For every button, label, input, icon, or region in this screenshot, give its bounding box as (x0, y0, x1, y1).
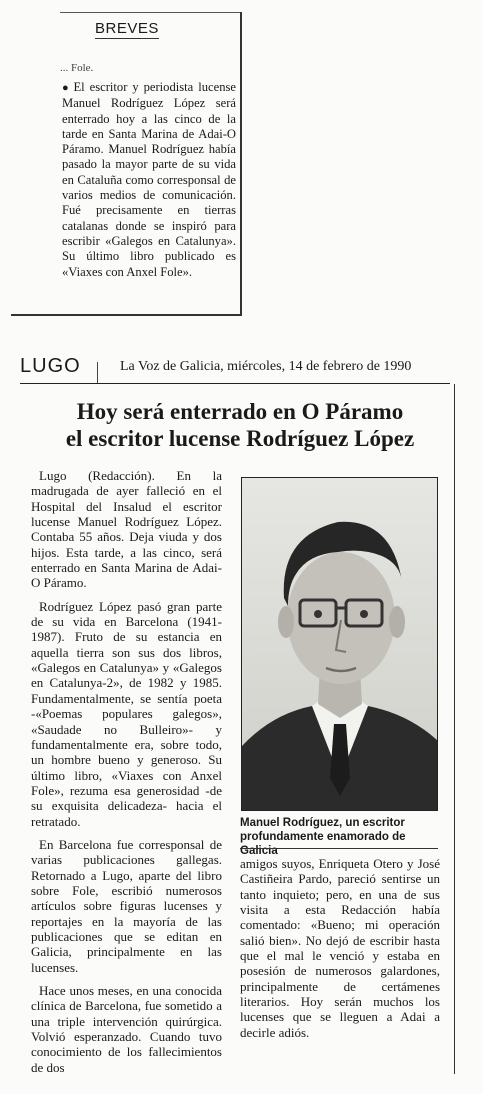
article-paragraph: amigos suyos, Enriqueta Otero y José Castiñeira Pardo, pareció sentirse un tanto inquieto; pero, en una de sus visita a esta Redacción había comentado: «Bueno; mi operación salió bien». No dejó de escribir hasta que el mal le venció y estaba en posesión de numerosos galardones, principalmente de certámenes literarios. Hoy serán muchos los lucenses que se lleguen a Adai a decirle adiós. (240, 856, 440, 1040)
headline-line-1: Hoy será enterrado en O Páramo (76, 399, 404, 424)
breves-section-label: BREVES (95, 20, 159, 37)
header-divider (97, 362, 98, 384)
portrait-illustration (242, 478, 437, 810)
headline-line-2: el escritor lucense Rodríguez López (65, 426, 415, 451)
article-paragraph: Lugo (Redacción). En la madrugada de ayer falleció en el Hospital del Insalud el escritor lucense Manuel Rodríguez López. Contaba 55 años. Deja viuda y dos hijos. Esta tarde, a las cinco, será enterrado en Santa Marina de Adai-O Páramo. (31, 468, 222, 591)
section-label: LUGO (20, 355, 81, 377)
caption-rule (240, 848, 438, 849)
article-paragraph: Rodríguez López pasó gran parte de su vida en Barcelona (1941-1987). Fruto de su estancia en aquella tierra son sus dos libros, «Galegos en Catalunya» y «Galegos en Catalunya-2», de 1982 y 1985. Fundamentalmente, se sentía poeta -«Poemas populares galegos», «Saudade no Bulleiro»- y fundamentalmente era, sobre todo, un hombre bueno y generoso. Su último libro, «Viaxes con Anxel Fole», rezuma esa generosidad -de su exquisita delicadeza- hacia el retratado. (31, 598, 222, 829)
bullet-icon: ● (62, 82, 71, 94)
breves-item (62, 80, 236, 280)
clipping-right-border (454, 384, 455, 1074)
header-rule (20, 383, 450, 384)
dateline: La Voz de Galicia, miércoles, 14 de febrero de 1990 (120, 359, 412, 374)
article-paragraph: Hace unos meses, en una conocida clínica de Barcelona, fue sometido a una triple intervención quirúrgica. Volvió esperanzado. Cuando tuvo conocimiento de los fallecimientos de dos (31, 983, 222, 1075)
article-right-column (240, 856, 440, 1048)
article-paragraph: En Barcelona fue corresponsal de varias publicaciones gallegas. Retornado a Lugo, aparte del libro sobre Fole, escribió numerosos artículos sobre figuras lucenses y reportajes en la mayoría de las publicaciones que se editan en Galicia, principalmente en las lucenses. (31, 836, 222, 975)
photo-caption: Manuel Rodríguez, un escritor profundamente enamorado de Galicia (240, 817, 406, 857)
article-left-column (31, 468, 222, 1083)
headline (30, 398, 450, 452)
breves-item-text: El escritor y periodista lucense Manuel Rodríguez López será enterrado hoy a las cinco de la tarde en Santa Marina de Adai-O Páramo. Manuel Rodríguez había pasado la mayor parte de su vida en Cataluña como corresponsal de varios medios de comunicación. Fué precisamente en tierras catalanas donde se inspiró para escribir «Galegos en Catalunya». Su último libro publicado es «Viaxes con Anxel Fole». (62, 80, 236, 279)
portrait-photo (241, 477, 438, 811)
breves-cut-text: ... Fole. (60, 62, 94, 74)
